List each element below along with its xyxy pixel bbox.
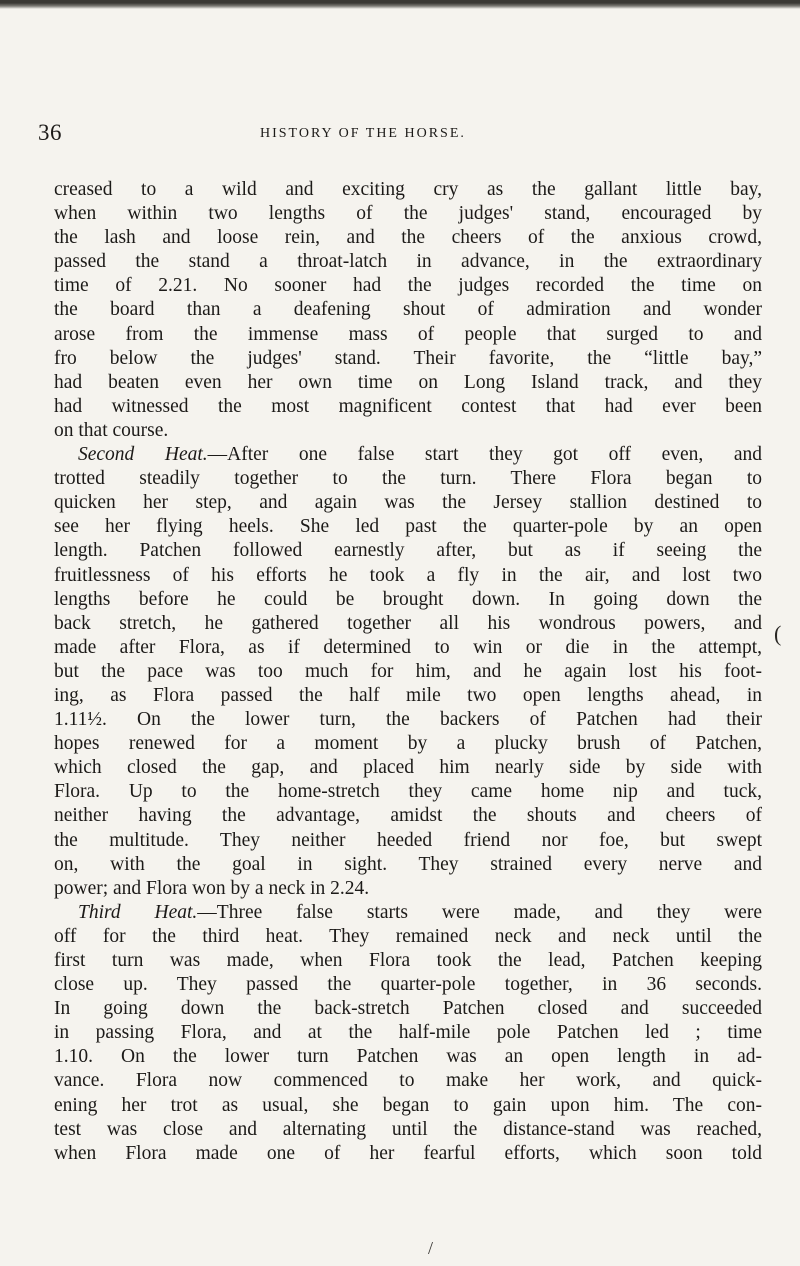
- page-header: [0, 120, 800, 150]
- text-line: made after Flora, as if determined to win or die in the attempt,: [54, 636, 762, 658]
- text-line: off for the third heat. They remained neck and neck until the: [54, 925, 762, 947]
- text-line: arose from the immense mass of people that surged to and: [54, 323, 762, 345]
- text-line: which closed the gap, and placed him nearly side by side with: [54, 757, 762, 779]
- text-line: power; and Flora won by a neck in 2.24.: [54, 877, 370, 899]
- text-line: the multitude. They neither heeded friend nor foe, but swept: [54, 829, 762, 851]
- text-line: the lash and loose rein, and the cheers of the anxious crowd,: [54, 227, 762, 249]
- page-top-edge: [0, 0, 800, 9]
- text-line: Third Heat.—Three false starts were made, and they were: [78, 901, 762, 923]
- text-line: first turn was made, when Flora took the lead, Patchen keeping: [54, 950, 762, 971]
- text-line: creased to a wild and exciting cry as the gallant little bay,: [54, 179, 762, 200]
- text-line: on that course.: [54, 419, 169, 441]
- text-line: but the pace was too much for him, and he again lost his foot-: [54, 660, 762, 682]
- text-line: fruitlessness of his efforts he took a fly in the air, and lost two: [54, 564, 762, 586]
- page-number: 36: [38, 120, 62, 145]
- text-line: passed the stand a throat-latch in advance, in the extraordinary: [54, 251, 762, 273]
- text-line: when Flora made one of her fearful efforts, which soon told: [54, 1142, 762, 1164]
- text-line: 1.11½. On the lower turn, the backers of Patchen had their: [54, 709, 762, 731]
- text-line: had beaten even her own time on Long Island track, and they: [54, 371, 762, 393]
- foot-mark: /: [428, 1238, 434, 1258]
- text-line: the board than a deafening shout of admiration and wonder: [54, 299, 762, 321]
- text-line: Second Heat.—After one false start they got off even, and: [78, 444, 762, 466]
- text-line: Flora. Up to the home-stretch they came home nip and tuck,: [54, 781, 762, 803]
- text-line: In going down the back-stretch Patchen closed and succeeded: [54, 998, 762, 1020]
- text-line: when within two lengths of the judges' stand, encouraged by: [54, 203, 762, 225]
- heat-heading: Second Heat.: [78, 444, 208, 466]
- text-line: vance. Flora now commenced to make her work, and quick-: [54, 1070, 762, 1092]
- text-line: length. Patchen followed earnestly after, but as if seeing the: [54, 540, 762, 562]
- text-line: quicken her step, and again was the Jersey stallion destined to: [54, 492, 762, 514]
- text-line: time of 2.21. No sooner had the judges recorded the time on: [54, 275, 762, 297]
- running-head: HISTORY OF THE HORSE.: [260, 126, 466, 141]
- text-line: ing, as Flora passed the half mile two open lengths ahead, in: [54, 684, 762, 706]
- text-line: ening her trot as usual, she began to gain upon him. The con-: [54, 1094, 762, 1116]
- text-line: lengths before he could be brought down. In going down the: [54, 588, 762, 610]
- text-line: on, with the goal in sight. They strained every nerve and: [54, 853, 762, 875]
- text-line: fro below the judges' stand. Their favorite, the “little bay,”: [54, 347, 762, 369]
- text-line: test was close and alternating until the distance-stand was reached,: [54, 1118, 762, 1140]
- text-line: back stretch, he gathered together all his wondrous powers, and: [54, 612, 762, 634]
- text-line: had witnessed the most magnificent contest that had ever been: [54, 395, 762, 417]
- margin-mark: (: [774, 621, 782, 646]
- text-line: trotted steadily together to the turn. There Flora began to: [54, 468, 762, 490]
- heat-heading: Third Heat.: [78, 901, 198, 923]
- text-line: see her flying heels. She led past the quarter-pole by an open: [54, 516, 762, 538]
- text-line: close up. They passed the quarter-pole together, in 36 seconds.: [54, 974, 762, 996]
- text-line: neither having the advantage, amidst the shouts and cheers of: [54, 805, 762, 827]
- text-line: in passing Flora, and at the half-mile pole Patchen led ; time: [54, 1022, 762, 1044]
- text-line: hopes renewed for a moment by a plucky brush of Patchen,: [54, 733, 762, 755]
- text-line: 1.10. On the lower turn Patchen was an open length in ad-: [54, 1046, 762, 1068]
- body-text: [54, 178, 762, 1166]
